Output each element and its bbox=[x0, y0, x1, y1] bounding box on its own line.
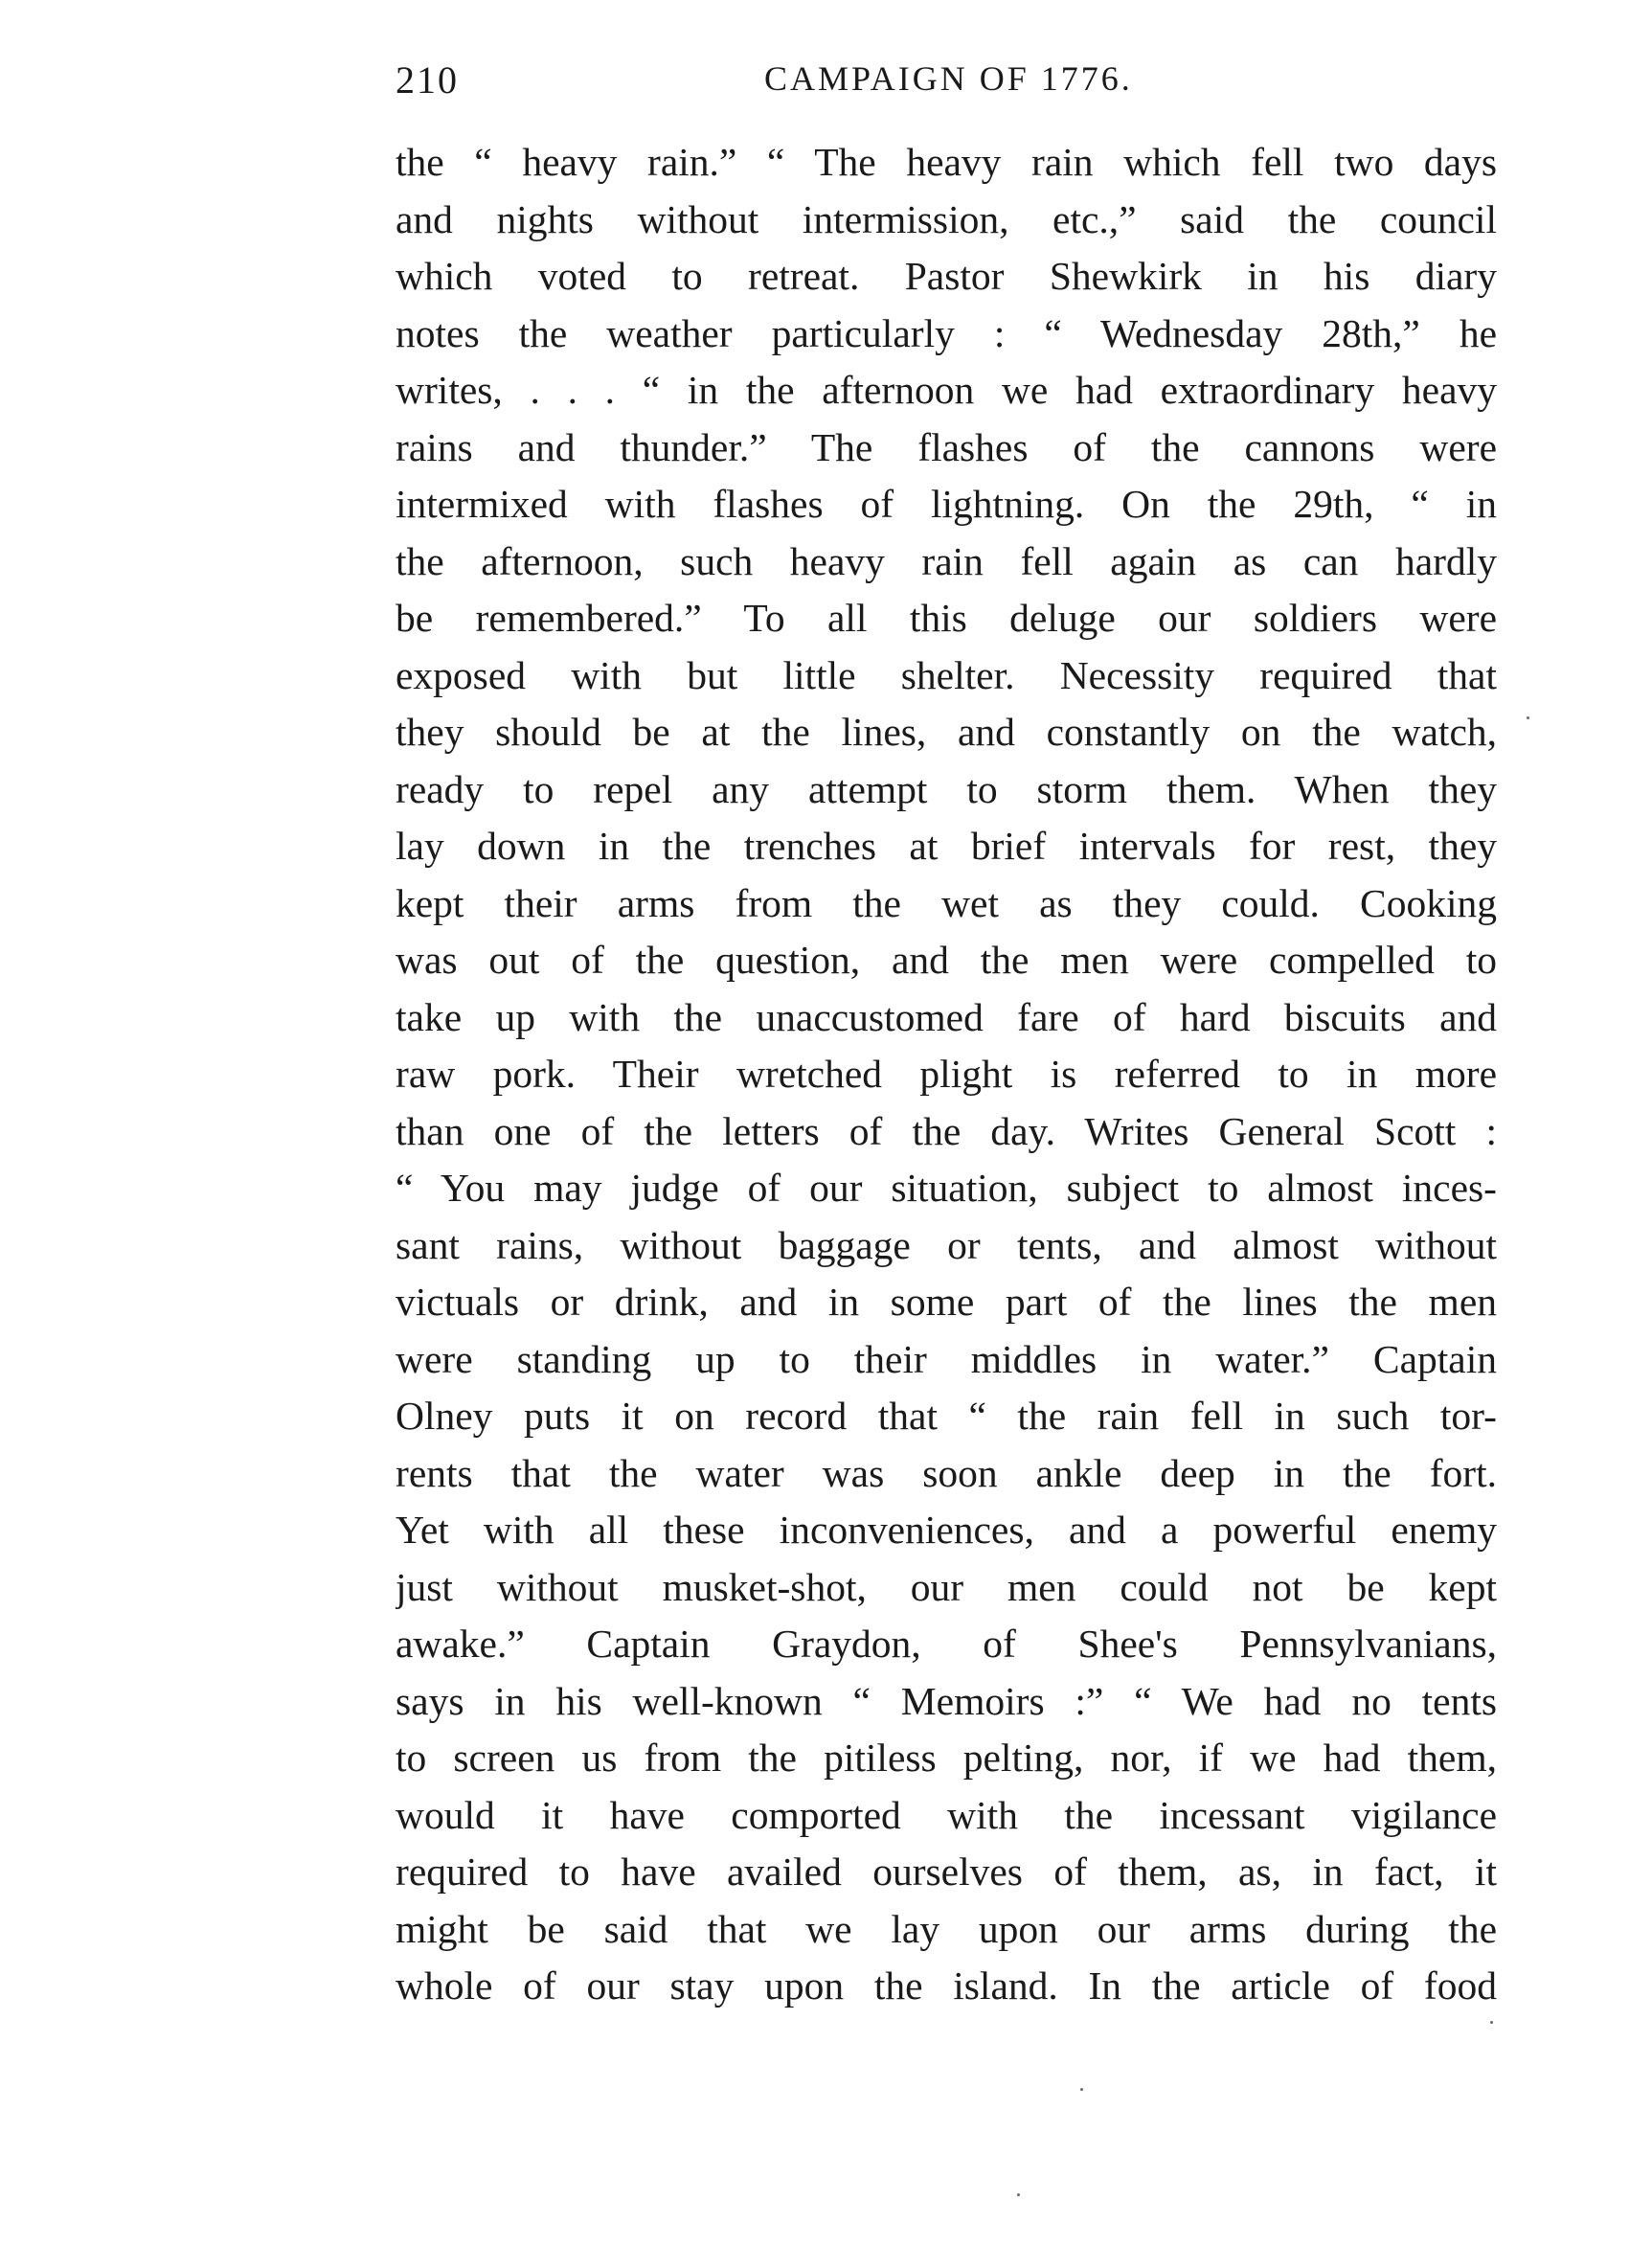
text-line: were standing up to their middles in water.” Captain bbox=[396, 1336, 1497, 1381]
scan-speck bbox=[1490, 2021, 1493, 2024]
text-line: the “ heavy rain.” “ The heavy rain which fell two days bbox=[396, 140, 1497, 184]
text-line: be remembered.” To all this deluge our soldiers were bbox=[396, 596, 1497, 640]
page-number: 210 bbox=[396, 58, 459, 102]
text-line: would it have comported with the incessant vigilance bbox=[396, 1792, 1497, 1837]
scan-speck bbox=[1080, 2088, 1083, 2091]
scan-speck bbox=[1017, 2193, 1020, 2196]
text-line: awake.” Captain Graydon, of Shee's Pennsylvanians, bbox=[396, 1622, 1497, 1666]
text-line: writes, . . . “ in the afternoon we had extraordinary heavy bbox=[396, 368, 1497, 412]
text-line: take up with the unaccustomed fare of hard biscuits and bbox=[396, 994, 1497, 1039]
text-line: Yet with all these inconveniences, and a powerful enemy bbox=[396, 1508, 1497, 1552]
scan-speck bbox=[1527, 716, 1529, 719]
text-line: rents that the water was soon ankle deep in the fort. bbox=[396, 1450, 1497, 1495]
text-line: exposed with but little shelter. Necessity required that bbox=[396, 652, 1497, 697]
text-line: Olney puts it on record that “ the rain fell in such tor- bbox=[396, 1394, 1497, 1438]
text-line: rains and thunder.” The flashes of the cannons were bbox=[396, 424, 1497, 469]
text-line: victuals or drink, and in some part of the lines the men bbox=[396, 1280, 1497, 1324]
text-line: sant rains, without baggage or tents, and almost without bbox=[396, 1222, 1497, 1267]
text-line: and nights without intermission, etc.,” said the council bbox=[396, 196, 1497, 241]
text-line: ready to repel any attempt to storm them. When they bbox=[396, 766, 1497, 811]
text-line: lay down in the trenches at brief intervals for rest, they bbox=[396, 824, 1497, 868]
text-line: the afternoon, such heavy rain fell again as can hardly bbox=[396, 538, 1497, 583]
text-line: just without musket-shot, our men could not be kept bbox=[396, 1564, 1497, 1609]
text-line: they should be at the lines, and constantly on the watch, bbox=[396, 710, 1497, 754]
text-line: notes the weather particularly : “ Wednesday 28th,” he bbox=[396, 310, 1497, 355]
text-line: “ You may judge of our situation, subject to almost inces- bbox=[396, 1166, 1497, 1210]
text-line: required to have availed ourselves of them, as, in fact, it bbox=[396, 1850, 1497, 1894]
body-text bbox=[396, 134, 1497, 2015]
text-line: to screen us from the pitiless pelting, nor, if we had them, bbox=[396, 1736, 1497, 1780]
running-head: CAMPAIGN OF 1776. bbox=[764, 59, 1133, 98]
text-line: kept their arms from the wet as they could. Cooking bbox=[396, 880, 1497, 925]
text-line: whole of our stay upon the island. In the article of food bbox=[396, 1963, 1497, 2008]
text-line: which voted to retreat. Pastor Shewkirk in his diary bbox=[396, 254, 1497, 298]
text-line: raw pork. Their wretched plight is referred to in more bbox=[396, 1052, 1497, 1096]
text-line: says in his well-known “ Memoirs :” “ We had no tents bbox=[396, 1678, 1497, 1723]
text-line: intermixed with flashes of lightning. On the 29th, “ in bbox=[396, 482, 1497, 526]
text-line: than one of the letters of the day. Writes General Scott : bbox=[396, 1108, 1497, 1153]
text-line: might be said that we lay upon our arms during the bbox=[396, 1906, 1497, 1951]
text-line: was out of the question, and the men were compelled to bbox=[396, 938, 1497, 982]
